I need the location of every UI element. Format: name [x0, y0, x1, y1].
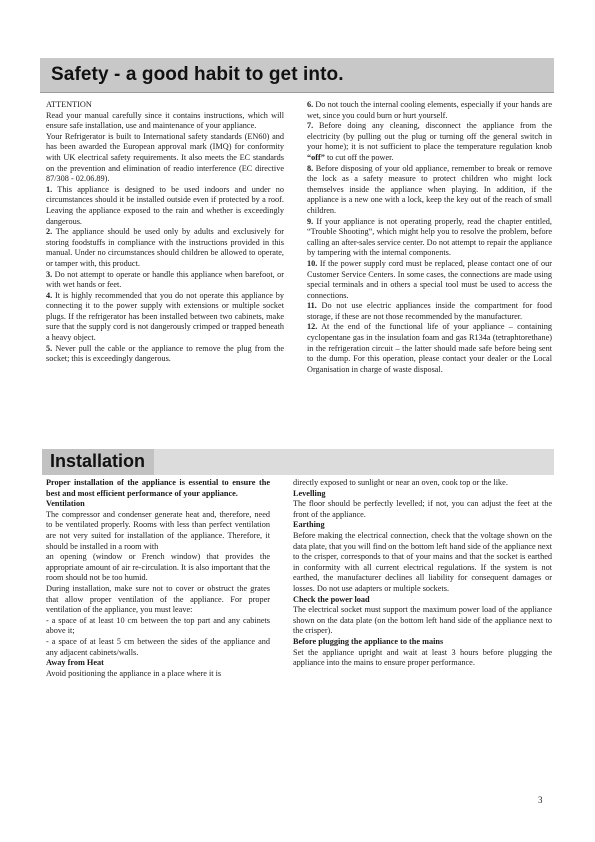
power-load-text: The electrical socket must support the maximum power load of the appliance shown on the data plate (on the bottom left hand side of the appliance next to the crisper). — [293, 605, 552, 636]
intro-paragraph-1: Read your manual carefully since it contains instructions, which will ensure safe installation, use and maintenance of your appliance. — [46, 110, 284, 131]
installation-title: Installation — [50, 451, 146, 471]
heat-text-end: directly exposed to sunlight or near an oven, cook top or the like. — [293, 478, 508, 487]
plugging-heading: Before plugging the appliance to the mains — [293, 636, 444, 646]
safety-item-4: 4. It is highly recommended that you do not operate this appliance by connecting it to the power supply with extensions or multiple socket plugs. If the refrigerator has been installed between two cabinets, make sure that the supply cord is not dangerously crimped or trapped beneath a heavy object. — [46, 290, 284, 343]
levelling-heading: Levelling — [293, 488, 326, 498]
safety-item-9: 9. If your appliance is not operating properly, read the chapter entitled, “Trouble Shooting”, which might help you to resolve the problem, before calling an after-sales service center. Do not attempt to repair the appliance by tampering with the internal components. — [307, 216, 552, 258]
safety-item-7: 7. Before doing any cleaning, disconnect the appliance from the electricity (by pulling out the plug or turning off the general switch in your home); it is not sufficient to place the temperature regulation knob “off” to cut off the power. — [307, 121, 552, 162]
safety-title: Safety - a good habit to get into. — [51, 64, 344, 85]
installation-title-banner — [42, 449, 554, 475]
safety-item-3: 3. Do not attempt to operate or handle this appliance when barefoot, or with wet hands or feet. — [46, 269, 284, 290]
page-number: 3 — [538, 795, 543, 805]
heat-text-start: Avoid positioning the appliance in a place where it is — [46, 668, 222, 678]
safety-item-1: 1. This appliance is designed to be used indoors and under no circumstances should it be installed outside even if protected by a roof. Leaving the appliance exposed to the rain and whether is exceedingly dangerous. — [46, 184, 284, 226]
ventilation-bullet-1: - a space of at least 10 cm between the top part and any cabinets above it; — [46, 615, 270, 636]
safety-item-5: 5. Never pull the cable or the appliance to remove the plug from the socket; this is exceedingly dangerous. — [46, 343, 284, 364]
safety-item-8: 8. Before disposing of your old appliance, remember to break or remove the lock as a safety measure to protect children who might lock themselves inside the appliance when playing. In addition, if the appliance is a new one with a lock, keep the key out of the reach of small children. — [307, 163, 552, 215]
heat-heading: Away from Heat — [46, 658, 104, 668]
levelling-text: The floor should be perfectly levelled; if not, you can adjust the feet at the front of the appliance. — [293, 499, 552, 519]
safety-item-11: 11. Do not use electric appliances inside the compartment for food storage, if these are not those recommended by the manufacturer. — [307, 301, 552, 321]
safety-title-banner — [40, 58, 554, 93]
intro-paragraph-2: Your Refrigerator is built to International safety standards (EN60) and has been awarded the European approval mark (IMQ) for conformity with UK electrical safety requirements. It also meets the EC standards on the prevention and elimination of readio interference (EC directive 87/308 - 02.06.89). — [46, 131, 284, 184]
attention-label: ATTENTION — [46, 100, 92, 109]
earthing-heading: Earthing — [293, 520, 325, 530]
ventilation-text-1: The compressor and condenser generate heat and, therefore, need to be ventilated properly. Rooms with less than perfect ventilation are not very suited for installation of the appliance. Therefore, it should be installed in a room with — [46, 509, 270, 551]
ventilation-text-2: an opening (window or French window) that provides the appropriate amount of air re-circulation. It is also important that the room should not be too humid. — [46, 552, 270, 583]
safety-item-12: 12. At the end of the functional life of your appliance – containing cyclopentane gas in the insulation foam and gas R134a (tetraphtorethane) in the refrigeration circuit – the latter should made safe before being sent to the dump. For this operation, please contact your dealer or the Local Organisation in charge of waste disposal. — [307, 322, 552, 374]
installation-left-column — [46, 478, 270, 679]
installation-lead: Proper installation of the appliance is essential to ensure the best and most efficient performance of your appliance. — [46, 478, 270, 498]
safety-left-column — [46, 100, 284, 365]
safety-item-6: 6. Do not touch the internal cooling elements, especially if your hands are wet, since you could burn or hurt yourself. — [307, 100, 552, 120]
safety-item-10: 10. If the power supply cord must be replaced, please contact one of our Customer Service Centers. In some cases, the connections are made using special terminals and in others a special tool must be used to access the connections. — [307, 258, 552, 300]
power-load-heading: Check the power load — [293, 594, 370, 604]
safety-right-column — [307, 100, 552, 375]
safety-item-2: 2. The appliance should be used only by adults and exclusively for storing foodstuffs in compliance with the instructions provided in this manual. Under no circumstances should children be allowed to operate, or tamper with, this product. — [46, 227, 284, 268]
ventilation-bullet-2: - a space of at least 5 cm between the sides of the appliance and any adjacent cabinets/walls. — [46, 636, 270, 657]
installation-right-column — [293, 478, 552, 669]
ventilation-heading: Ventilation — [46, 499, 85, 509]
ventilation-text-3: During installation, make sure not to cover or obstruct the grates that allow proper ventilation of the appliance. For proper ventilation of the appliance, you must leave: — [46, 583, 270, 615]
earthing-text: Before making the electrical connection, check that the voltage shown on the data plate, that you will find on the bottom left hand side of the appliance next to the crisper, corresponds to that of your mains and that the socket is earthed in conformity with all current electrical regulations. If the system is not earthed, the manufacturer declines all liability for consequent damages or losses. Do not use adapters or multiple sockets. — [293, 530, 552, 593]
plugging-text: Set the appliance upright and wait at least 3 hours before plugging the appliance into the mains to ensure proper performance. — [293, 647, 552, 668]
